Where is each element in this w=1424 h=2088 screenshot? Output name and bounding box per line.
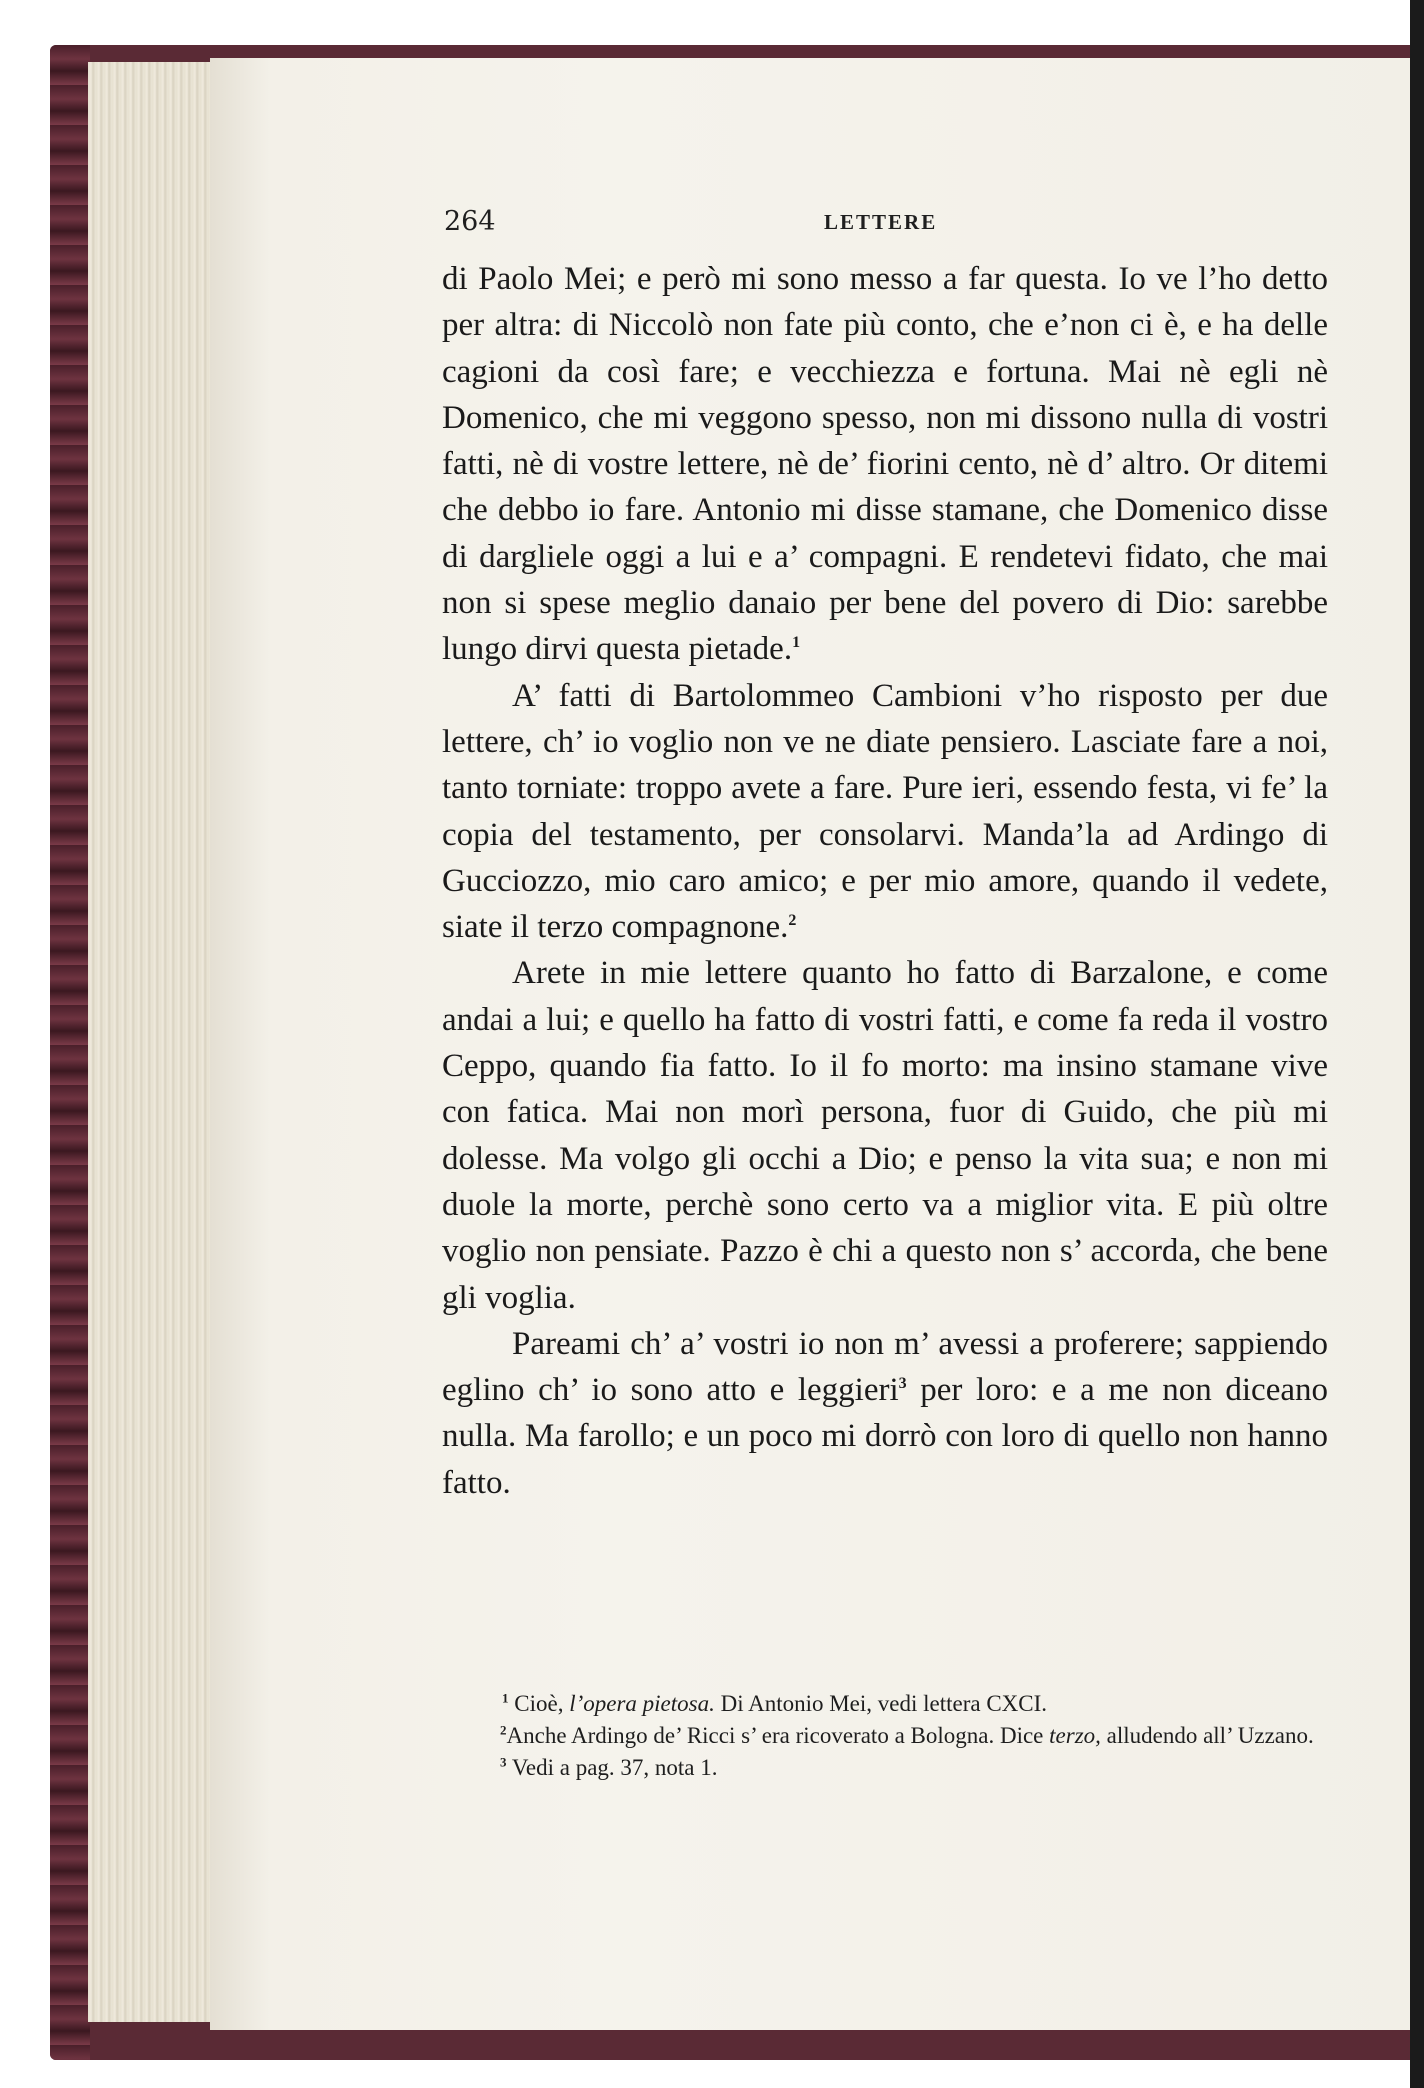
footnote-italic: terzo, (1049, 1723, 1101, 1748)
footnote-text: Di Antonio Mei, vedi lettera CXCI. (714, 1691, 1048, 1716)
paragraph-1 (442, 256, 1328, 673)
footnote-mark: 1 (502, 1690, 509, 1706)
footnotes (448, 1688, 1328, 1784)
paragraph-text: di Paolo Mei; e però mi sono messo a far questa. Io ve l’ho detto per altra: di Niccolò non fate più conto, che e’non ci è, e ha delle cagioni da così fare; e vecchiezza e fortuna. Mai nè egli nè Domenico, che mi veggono spesso, non mi dissono nulla di vostri fatti, nè di vostre lettere, nè de’ fiorini cento, nè d’ altro. Or ditemi che debbo io fare. Antonio mi disse stamane, che Domenico disse di dargliele oggi a lui e a’ compagni. E rendetevi fidato, che mai non si spese meglio danaio per bene del povero di Dio: sarebbe lungo dirvi questa pietade. (442, 261, 1328, 668)
page-number: 264 (444, 206, 496, 237)
paragraph-3 (442, 950, 1328, 1320)
footnote-text: Vedi a pag. 37, nota 1. (506, 1755, 718, 1780)
paragraph-4 (442, 1321, 1328, 1506)
footnote-text: alludendo all’ Uzzano. (1100, 1723, 1314, 1748)
background-edge (1410, 0, 1424, 2088)
main-text (442, 256, 1328, 1506)
footnote-1 (448, 1688, 1328, 1720)
page-header (444, 206, 944, 240)
footnote-3 (448, 1752, 1328, 1784)
footnote-ref: 2 (788, 912, 797, 930)
paragraph-text: Pareami ch’ a’ vostri io non m’ avessi a proferere; sappiendo eglino ch’ io sono atto e leggieri (442, 1325, 1328, 1409)
paragraph-text: A’ fatti di Bartolommeo Cambioni v’ho risposto per due lettere, ch’ io voglio non ve ne diate pensiero. Lasciate fare a noi, tanto torniate: troppo avete a fare. Pure ieri, essendo festa, vi fe’ la copia del testamento, per consolarvi. Manda’la ad Ardingo di Gucciozzo, mio caro amico; e per mio amore, quando il vedete, siate il terzo compagnone. (442, 677, 1328, 946)
footnote-ref: 3 (898, 1375, 907, 1393)
footnote-text: Cioè, (508, 1691, 570, 1716)
footnote-mark: 3 (500, 1754, 507, 1770)
paragraph-text: Arete in mie lettere quanto ho fatto di Barzalone, e come andai a lui; e quello ha fatto di vostri fatti, e come fa reda il vostro Ceppo, quando fia fatto. Io il fo morto: ma insino stamane vive con fatica. Mai non morì persona, fuor di Guido, che più mi dolesse. Ma volgo gli occhi a Dio; e penso la vita sua; e non mi duole la morte, perchè sono certo va a miglior vita. E più oltre voglio non pensiate. Pazzo è chi a questo non s’ accorda, che bene gli voglia. (442, 955, 1328, 1316)
footnote-2 (448, 1720, 1328, 1752)
footnote-ref: 1 (792, 634, 801, 652)
footnote-italic: l’opera pietosa. (569, 1691, 715, 1716)
paragraph-2 (442, 673, 1328, 951)
page-edges (88, 62, 219, 2022)
paragraph-text: per loro: e a me non diceano nulla. Ma farollo; e un poco mi dorrò con loro di quello non hanno fatto. (442, 1372, 1329, 1501)
footnote-text: Anche Ardingo de’ Ricci s’ era ricoverato a Bologna. Dice (506, 1723, 1050, 1748)
running-head: LETTERE (824, 210, 938, 234)
footnote-mark: 2 (500, 1722, 507, 1738)
